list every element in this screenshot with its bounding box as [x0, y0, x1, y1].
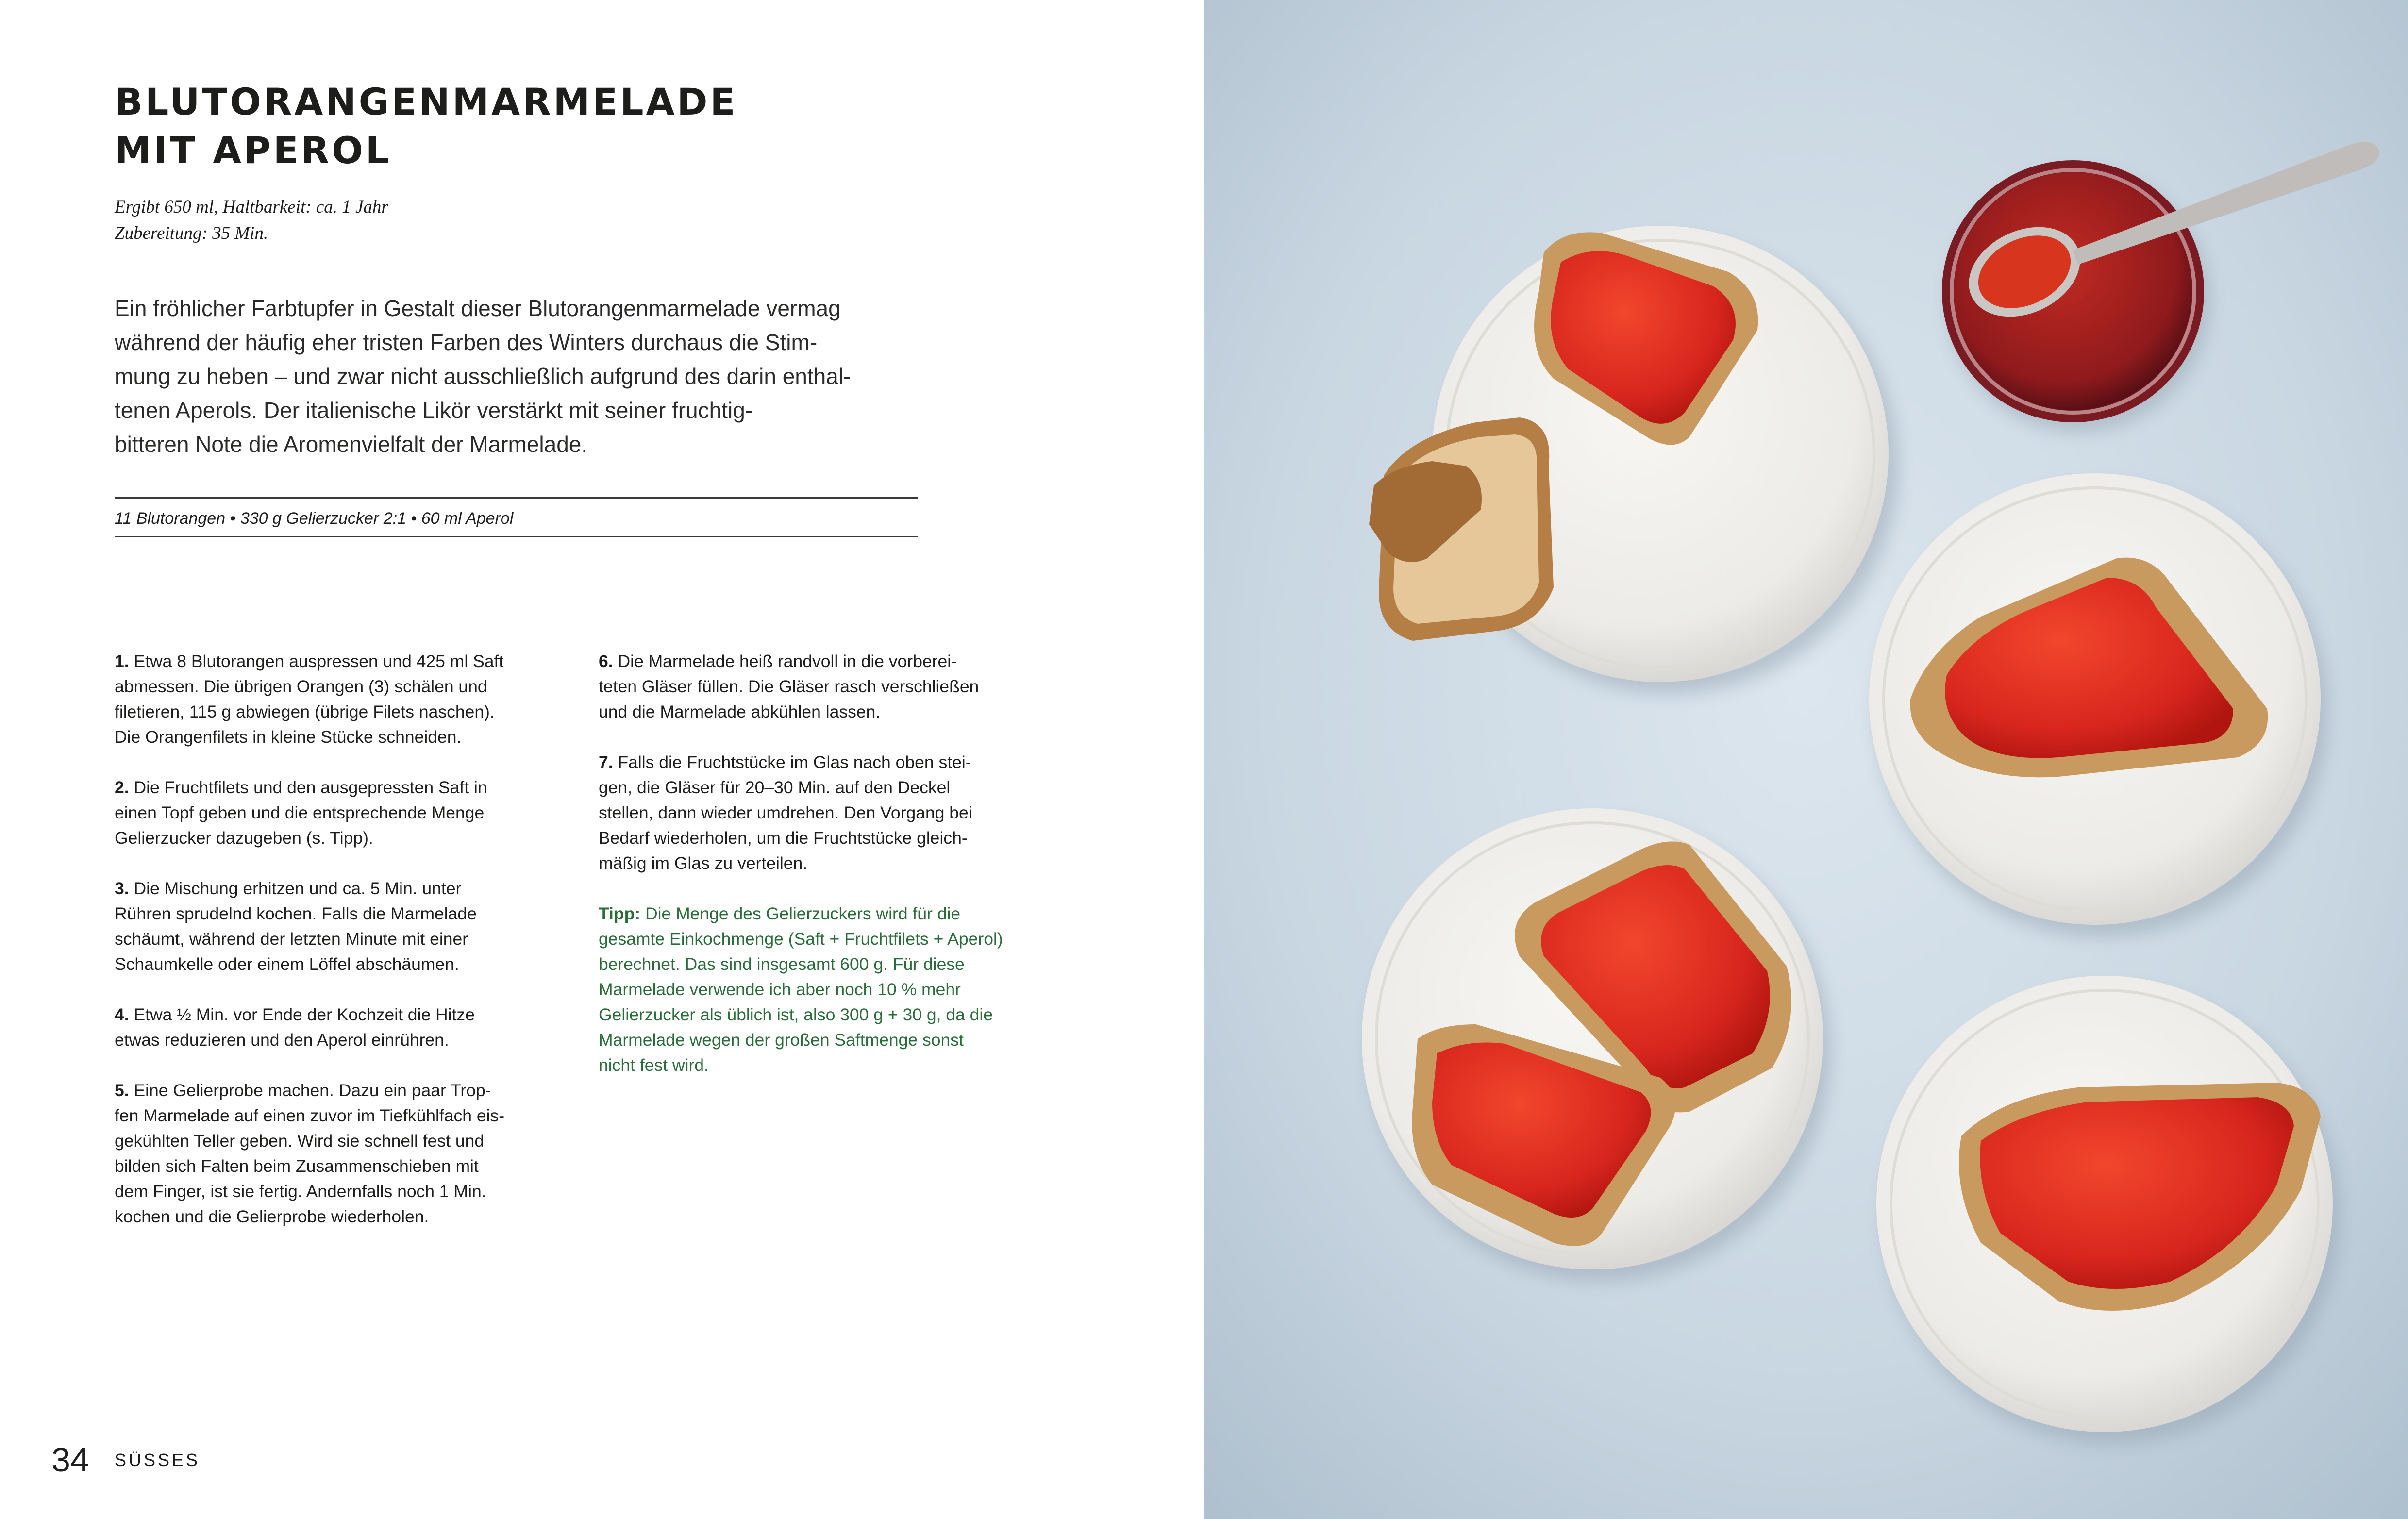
step-2 [115, 775, 571, 851]
tip-line: berechnet. Das sind insgesamt 600 g. Für diese [599, 954, 965, 974]
step-line: 6. Die Marmelade heiß randvoll in die vorberei- [599, 651, 957, 671]
tip-line: nicht fest wird. [599, 1055, 709, 1075]
tip-box [599, 901, 1055, 1078]
tip-line: Marmelade wegen der großen Saftmenge sonst [599, 1030, 964, 1050]
step-number: 4. [115, 1005, 129, 1024]
step-line: filetieren, 115 g abwiegen (übrige Filets naschen). [115, 702, 495, 721]
step-number: 7. [599, 752, 613, 772]
ingredients-rule-top [115, 497, 918, 499]
step-4 [115, 1002, 571, 1052]
plate-bottom-left [1362, 808, 1823, 1269]
step-line: gen, die Gläser für 20–30 Min. auf den Deckel [599, 778, 951, 797]
tip-label: Tipp: [599, 904, 641, 923]
page-number: 34 [51, 1441, 89, 1479]
step-number: 6. [599, 651, 613, 671]
step-line: 4. Etwa ½ Min. vor Ende der Kochzeit die Hitze [115, 1005, 475, 1024]
step-line: etwas reduzieren und den Aperol einrühren. [115, 1030, 449, 1050]
step-line: Rühren sprudelnd kochen. Falls die Marmelade [115, 904, 477, 923]
step-line: 2. Die Fruchtfilets und den ausgepressten Saft in [115, 778, 487, 797]
intro-line: während der häufig eher tristen Farben des Winters durchaus die Stim- [115, 330, 818, 355]
plate-right-middle [1869, 473, 2321, 925]
step-line: Bedarf wiederholen, um die Fruchtstücke gleich- [599, 828, 968, 848]
intro-paragraph [115, 291, 930, 461]
step-line: fen Marmelade auf einen zuvor im Tiefkühlfach eis- [115, 1106, 505, 1125]
step-line: 7. Falls die Fruchtstücke im Glas nach oben stei- [599, 752, 971, 772]
section-label: SÜSSES [115, 1450, 201, 1470]
tip-line: Gelierzucker als üblich ist, also 300 g + 30 g, da die [599, 1005, 993, 1024]
step-line: einen Topf geben und die entsprechende Menge [115, 803, 485, 822]
step-line: gekühlten Teller geben. Wird sie schnell fest und [115, 1131, 485, 1151]
step-number: 1. [115, 651, 129, 671]
preparation-time: Zubereitung: 35 Min. [115, 223, 268, 243]
step-3 [115, 876, 571, 977]
step-6 [599, 649, 1055, 724]
step-line: 5. Eine Gelierprobe machen. Dazu ein paar Trop- [115, 1081, 491, 1100]
step-line: bilden sich Falten beim Zusammenschieben mit [115, 1156, 479, 1176]
intro-line: Ein fröhlicher Farbtupfer in Gestalt dieser Blutorangenmarmelade vermag [115, 296, 841, 321]
step-line: Gelierzucker dazugeben (s. Tipp). [115, 828, 373, 848]
step-line: stellen, dann wieder umdrehen. Den Vorgang bei [599, 803, 972, 822]
ingredients-list: 11 Blutorangen • 330 g Gelierzucker 2:1 • 60 ml Aperol [115, 509, 514, 528]
plate-bottom-right [1876, 976, 2333, 1432]
step-line: teten Gläser füllen. Die Gläser rasch verschließen [599, 677, 979, 696]
step-line: schäumt, während der letzten Minute mit einer [115, 929, 468, 949]
jam-toast-photo [1204, 0, 2408, 1519]
intro-line: tenen Aperols. Der italienische Likör verstärkt mit seiner fruchtig- [115, 398, 753, 423]
recipe-title-line-1: BLUTORANGENMARMELADE [115, 80, 738, 123]
step-line: Die Orangenfilets in kleine Stücke schneiden. [115, 727, 462, 747]
step-line: abmessen. Die übrigen Orangen (3) schälen und [115, 677, 487, 696]
ingredients-rule-bottom [115, 536, 918, 537]
recipe-title-line-2: MIT APEROL [115, 129, 392, 172]
step-line: kochen und die Gelierprobe wiederholen. [115, 1207, 429, 1226]
yield-shelf-life: Ergibt 650 ml, Haltbarkeit: ca. 1 Jahr [115, 197, 388, 217]
tip-line: gesamte Einkochmenge (Saft + Fruchtfilets + Aperol) [599, 929, 1003, 949]
step-number: 5. [115, 1081, 129, 1100]
step-number: 3. [115, 879, 129, 898]
recipe-meta [115, 194, 697, 247]
step-line: Schaumkelle oder einem Löffel abschäumen. [115, 954, 459, 974]
recipe-photo [1204, 0, 2408, 1519]
intro-line: mung zu heben – und zwar nicht ausschließlich aufgrund des darin enthal- [115, 364, 851, 389]
step-line: dem Finger, ist sie fertig. Andernfalls noch 1 Min. [115, 1182, 486, 1201]
step-1 [115, 649, 571, 750]
step-line: 3. Die Mischung erhitzen und ca. 5 Min. unter [115, 879, 462, 898]
intro-line: bitteren Note die Aromenvielfalt der Marmelade. [115, 432, 588, 457]
step-number: 2. [115, 778, 129, 797]
tip-line: Marmelade verwende ich aber noch 10 % mehr [599, 980, 961, 999]
step-line: mäßig im Glas zu verteilen. [599, 853, 808, 873]
steps-column-right [599, 649, 1055, 1103]
recipe-title [115, 78, 940, 175]
step-line: 1. Etwa 8 Blutorangen auspressen und 425 ml Saft [115, 651, 504, 671]
step-7 [599, 750, 1055, 876]
steps-column-left [115, 649, 571, 1254]
step-line: und die Marmelade abkühlen lassen. [599, 702, 881, 721]
step-5 [115, 1078, 571, 1229]
tip-line: Tipp: Die Menge des Gelierzuckers wird für die [599, 904, 961, 923]
